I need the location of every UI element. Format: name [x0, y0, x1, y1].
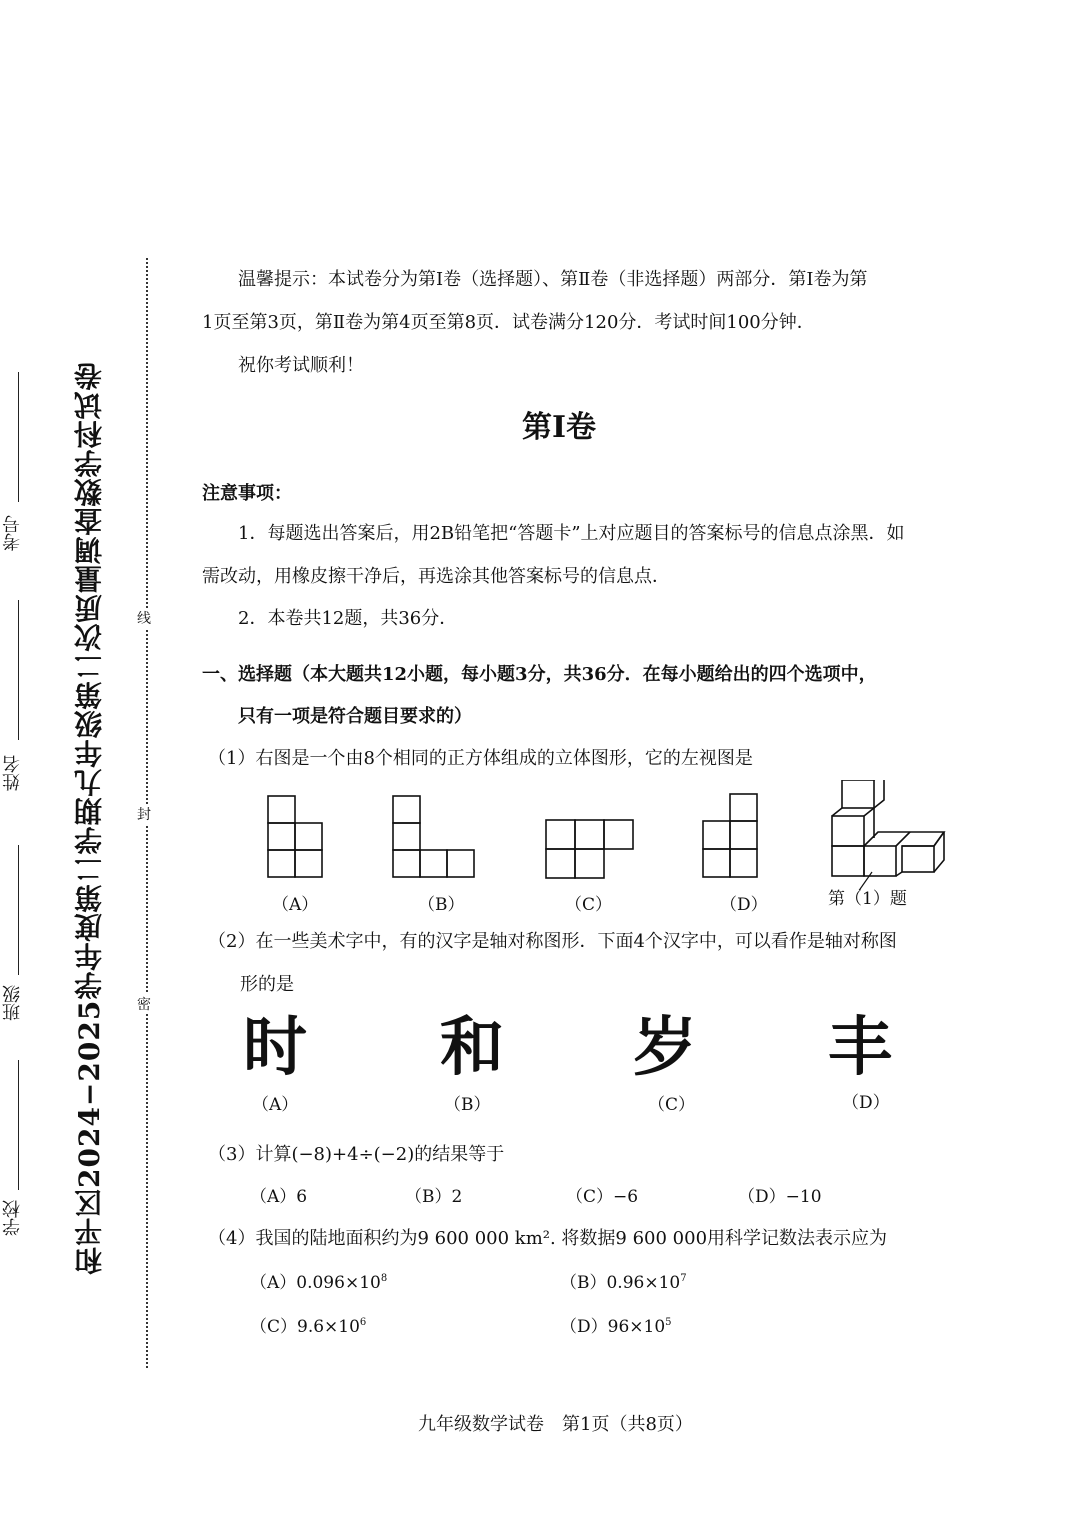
q2-char-b: 和	[440, 1011, 504, 1085]
notes-item-2: 2．本卷共12题，共36分．	[238, 608, 458, 629]
q4-option-d-exp: 5	[665, 1317, 672, 1328]
field-school-blank[interactable]	[18, 1060, 19, 1190]
field-class-label: 班级	[2, 985, 23, 1021]
q2-char-a: 时	[243, 1011, 307, 1085]
q2-option-a[interactable]: （A）	[252, 1095, 299, 1115]
q3-option-c[interactable]: （C）−6	[566, 1187, 639, 1207]
q2-option-d[interactable]: （D）	[842, 1093, 890, 1113]
intro-line-1: 温馨提示：本试卷分为第Ⅰ卷（选择题）、第Ⅱ卷（非选择题）两部分．第Ⅰ卷为第	[238, 269, 868, 290]
q4-option-b-exp: 7	[680, 1273, 687, 1284]
q4-option-d-base: （D）96×10	[560, 1317, 666, 1337]
notes-heading: 注意事项：	[202, 483, 292, 504]
q3-stem: （3）计算(−8)+4÷(−2)的结果等于	[208, 1144, 505, 1165]
q1-option-b[interactable]: （B）	[418, 895, 465, 915]
notes-item-1-line-2: 需改动，用橡皮擦干净后，再选涂其他答案标号的信息点．	[202, 566, 670, 587]
q4-option-c-exp: 6	[359, 1317, 367, 1328]
q3-option-d[interactable]: （D）−10	[738, 1187, 822, 1207]
q4-option-a-exp: 8	[380, 1273, 388, 1284]
notes-item-1-line-1: 1．每题选出答案后，用2B铅笔把“答题卡”上对应题目的答案标号的信息点涂黑．如	[238, 523, 905, 544]
q1-option-d[interactable]: （D）	[720, 895, 768, 915]
q1-stem: （1）右图是一个由8个相同的正方体组成的立体图形，它的左视图是	[208, 748, 753, 769]
cut-mark-xian: 线	[137, 608, 151, 628]
exam-title-vertical: 和平区2024−2025学年度第二学期九年级第二次质量调查数学科试卷	[73, 361, 106, 1275]
q1-figure-caption: 第（1）题	[828, 889, 907, 909]
q2-char-d: 丰	[828, 1011, 892, 1085]
q1-option-a[interactable]: （A）	[272, 895, 319, 915]
field-name-label: 姓名	[2, 755, 23, 791]
q4-option-a[interactable]	[250, 1271, 387, 1295]
q1-option-c[interactable]: （C）	[565, 895, 613, 915]
q1-solid-figure	[832, 780, 944, 876]
field-school-label: 学校	[2, 1200, 23, 1236]
q2-option-b[interactable]: （B）	[444, 1095, 491, 1115]
cut-mark-feng: 封	[137, 804, 151, 824]
q3-option-b[interactable]: （B）2	[405, 1187, 463, 1207]
intro-line-3: 祝你考试顺利！	[238, 355, 364, 376]
field-name-blank[interactable]	[18, 600, 19, 740]
cut-mark-mi: 密	[137, 994, 151, 1014]
q1-option-d-figure	[703, 794, 757, 877]
q4-stem: （4）我国的陆地面积约为9 600 000 km². 将数据9 600 000用科学记数法表示应为	[208, 1228, 888, 1249]
q4-option-b[interactable]	[560, 1271, 687, 1295]
section-heading-line-2: 只有一项是符合题目要求的）	[238, 706, 472, 727]
q1-option-c-figure	[546, 820, 633, 878]
q1-option-a-figure	[268, 796, 322, 877]
page-footer: 九年级数学试卷 第1页（共8页）	[418, 1414, 693, 1435]
q4-option-d[interactable]	[560, 1315, 672, 1339]
intro-line-2: 1页至第3页，第Ⅱ卷为第4页至第8页．试卷满分120分．考试时间100分钟．	[202, 312, 815, 333]
q2-stem-line-2: 形的是	[240, 974, 294, 995]
q2-option-c[interactable]: （C）	[648, 1095, 696, 1115]
q1-figures	[230, 780, 960, 890]
q3-option-a[interactable]: （A）6	[250, 1187, 308, 1207]
volume-title: 第Ⅰ卷	[522, 410, 597, 445]
q4-option-b-base: （B）0.96×10	[560, 1273, 681, 1293]
section-heading-line-1: 一、选择题（本大题共12小题，每小题3分，共36分．在每小题给出的四个选项中，	[202, 664, 877, 685]
q4-option-a-base: （A）0.096×10	[250, 1273, 381, 1293]
q2-stem-line-1: （2）在一些美术字中，有的汉字是轴对称图形．下面4个汉字中，可以看作是轴对称图	[208, 931, 897, 952]
q4-option-c[interactable]	[250, 1315, 366, 1339]
q2-char-c: 岁	[633, 1011, 697, 1085]
field-id-label: 考号	[2, 515, 23, 551]
q4-option-c-base: （C）9.6×10	[250, 1317, 360, 1337]
field-class-blank[interactable]	[18, 845, 19, 975]
field-id-blank[interactable]	[18, 372, 19, 502]
q1-option-b-figure	[393, 796, 474, 877]
